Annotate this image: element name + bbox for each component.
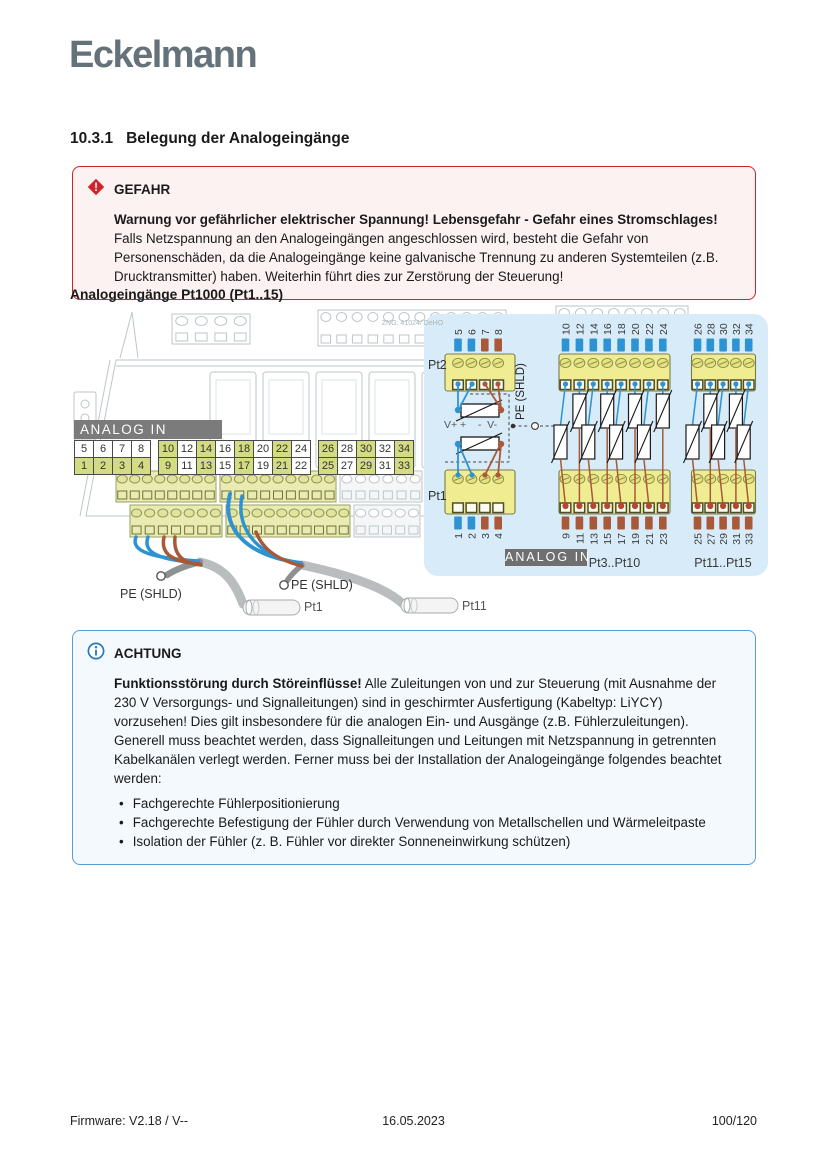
analog-in-cell: 30 — [357, 441, 376, 458]
svg-text:12: 12 — [574, 323, 587, 335]
danger-title: GEFAHR — [114, 182, 171, 197]
analog-in-table — [74, 420, 414, 475]
analog-in-cell: 2 — [94, 458, 113, 475]
danger-box-header — [87, 178, 739, 201]
analog-in-cell: 14 — [197, 441, 216, 458]
svg-text:24: 24 — [657, 323, 670, 335]
svg-text:8: 8 — [493, 329, 506, 335]
notice-title: ACHTUNG — [114, 646, 182, 661]
supply-voltage-label: V+ + - V- — [444, 419, 498, 431]
svg-text:22: 22 — [643, 323, 656, 335]
notice-bullet: • Fachgerechte Befestigung der Fühler durch Verwendung von Metallschellen und Wärmeleitpaste — [119, 813, 739, 832]
section-number: 10.3.1 — [70, 130, 114, 147]
analog-in-cell: 21 — [273, 458, 292, 475]
svg-text:16: 16 — [602, 323, 615, 335]
svg-text:21: 21 — [643, 533, 656, 545]
wiring-diagram — [72, 304, 772, 627]
svg-text:3: 3 — [479, 533, 492, 539]
svg-text:14: 14 — [588, 323, 601, 335]
danger-diamond-icon — [87, 178, 105, 201]
analog-in-cell: 34 — [395, 441, 414, 458]
analog-in-cell: 24 — [292, 441, 311, 458]
section-heading — [70, 130, 349, 148]
notice-bullet: • Fachgerechte Fühlerpositionierung — [119, 794, 739, 813]
pt1-label: Pt1 — [428, 489, 447, 503]
svg-text:13: 13 — [588, 533, 601, 545]
analog-in-cell: 28 — [338, 441, 357, 458]
svg-text:4: 4 — [493, 533, 506, 539]
analog-in-table-header: ANALOG IN — [74, 420, 222, 439]
analog-in-cell: 3 — [113, 458, 132, 475]
danger-lead: Warnung vor gefährlicher elektrischer Spannung! Lebensgefahr - Gefahr eines Stromschlages! — [114, 212, 718, 227]
analog-in-cell: 5 — [75, 441, 94, 458]
analog-in-table-block — [318, 440, 414, 475]
footer-firmware: Firmware: V2.18 / V-- — [70, 1114, 189, 1128]
group-a-label: Pt3..Pt10 — [588, 556, 641, 570]
analog-in-cell: 8 — [132, 441, 151, 458]
group-b-label: Pt11..Pt15 — [694, 556, 752, 570]
svg-text:6: 6 — [466, 329, 479, 335]
svg-text:25: 25 — [692, 533, 705, 545]
analog-in-cell: 12 — [178, 441, 197, 458]
analog-in-cell: 15 — [216, 458, 235, 475]
info-circle-icon — [87, 642, 105, 665]
cable-pt11-label: Pt11 — [462, 599, 487, 613]
svg-text:32: 32 — [730, 323, 743, 335]
svg-text:1: 1 — [453, 533, 465, 539]
analog-in-cell: 29 — [357, 458, 376, 475]
analog-in-cell: 11 — [178, 458, 197, 475]
notice-text — [114, 674, 739, 851]
svg-text:5: 5 — [453, 329, 465, 335]
svg-text:29: 29 — [718, 533, 731, 545]
analog-in-cell: 10 — [159, 441, 178, 458]
analog-in-cell: 7 — [113, 441, 132, 458]
notice-bullet-list — [119, 794, 739, 851]
cable-pt1-label: Pt1 — [304, 600, 323, 614]
svg-text:9: 9 — [560, 533, 573, 539]
analog-in-table-block — [74, 440, 151, 475]
svg-text:10: 10 — [560, 323, 573, 335]
svg-text:33: 33 — [743, 533, 756, 545]
analog-in-cell: 1 — [75, 458, 94, 475]
pt2-label: Pt2 — [428, 358, 447, 372]
svg-text:2: 2 — [466, 533, 479, 539]
terminal-detail-panel-art — [424, 314, 768, 576]
svg-text:!: ! — [94, 182, 98, 195]
footer-date: 16.05.2023 — [382, 1114, 445, 1128]
analog-in-table-block — [158, 440, 311, 475]
notice-box-header — [87, 642, 739, 665]
analog-in-cell: 31 — [376, 458, 395, 475]
svg-text:23: 23 — [657, 533, 670, 545]
svg-text:34: 34 — [743, 323, 756, 335]
danger-text — [114, 210, 739, 286]
svg-text:30: 30 — [718, 323, 731, 335]
footer-page-number: 100/120 — [711, 1114, 757, 1128]
svg-text:11: 11 — [574, 533, 587, 544]
svg-text:28: 28 — [705, 323, 718, 335]
board-print-text: ZNG: 41024/ DeHO — [381, 320, 444, 327]
danger-body: Falls Netzspannung an den Analogeingängen angeschlossen wird, besteht die Gefahr von Personenschäden, da die Analogeingänge keine galvanische Trennung zu anderen Systemteilen (z.B. Drucktransmitter) haben. Weiterhin führt dies zur Zerstörung der Steuerung! — [114, 231, 719, 284]
analog-in-cell: 4 — [132, 458, 151, 475]
analog-in-cell: 32 — [376, 441, 395, 458]
notice-box — [72, 630, 756, 865]
analog-in-cell: 6 — [94, 441, 113, 458]
section-title: Belegung der Analogeingänge — [126, 130, 350, 147]
svg-text:20: 20 — [630, 323, 642, 335]
notice-body: Alle Zuleitungen von und zur Steuerung (mit Ausnahme der 230 V Versorgungs- und Signalleitungen) sind in geschirmter Ausfertigung (Kabeltyp: LiYCY) vorzusehen! Dies gilt insbesondere für die analogen Ein- und Ausgänge (z.B. Fühlerzuleitungen). Generell muss beachtet werden, dass Signalleitungen und Leitungen mit Netzspannung in getrennten Kabelkanälen verlegt werden. Ferner muss bei der Installation der Analogeingänge folgendes beachtet werden: — [114, 676, 722, 786]
analog-in-badge: ANALOG IN — [505, 550, 592, 564]
pe-shld-vertical-label: PE (SHLD) — [515, 363, 527, 420]
danger-box — [72, 166, 756, 300]
pe-shld-left-label: PE (SHLD) — [120, 587, 182, 601]
svg-text:17: 17 — [616, 533, 629, 545]
svg-text:19: 19 — [630, 533, 642, 545]
analog-in-cell: 16 — [216, 441, 235, 458]
analog-in-cell: 26 — [319, 441, 338, 458]
analog-in-cell: 19 — [254, 458, 273, 475]
svg-text:15: 15 — [602, 533, 615, 545]
analog-in-cell: 9 — [159, 458, 178, 475]
analog-in-cell: 22 — [292, 458, 311, 475]
svg-text:26: 26 — [692, 323, 705, 335]
analog-in-cell: 22 — [273, 441, 292, 458]
figure-title: Analogeingänge Pt1000 (Pt1..15) — [70, 287, 284, 302]
svg-text:27: 27 — [705, 533, 718, 545]
svg-text:31: 31 — [730, 533, 743, 545]
analog-in-cell: 25 — [319, 458, 338, 475]
analog-in-cell: 13 — [197, 458, 216, 475]
svg-text:7: 7 — [479, 329, 492, 335]
analog-in-cell: 17 — [235, 458, 254, 475]
analog-in-cell: 18 — [235, 441, 254, 458]
notice-bullet: • Isolation der Fühler (z. B. Fühler vor direkter Sonneneinwirkung schützen) — [119, 832, 739, 851]
svg-text:18: 18 — [616, 323, 629, 335]
pe-shld-right-label: PE (SHLD) — [291, 578, 353, 592]
eckelmann-logo: Eckelmann — [69, 34, 257, 76]
analog-in-cell: 20 — [254, 441, 273, 458]
analog-in-cell: 27 — [338, 458, 357, 475]
notice-lead: Funktionsstörung durch Störeinflüsse! — [114, 676, 362, 691]
analog-in-cell: 33 — [395, 458, 414, 475]
